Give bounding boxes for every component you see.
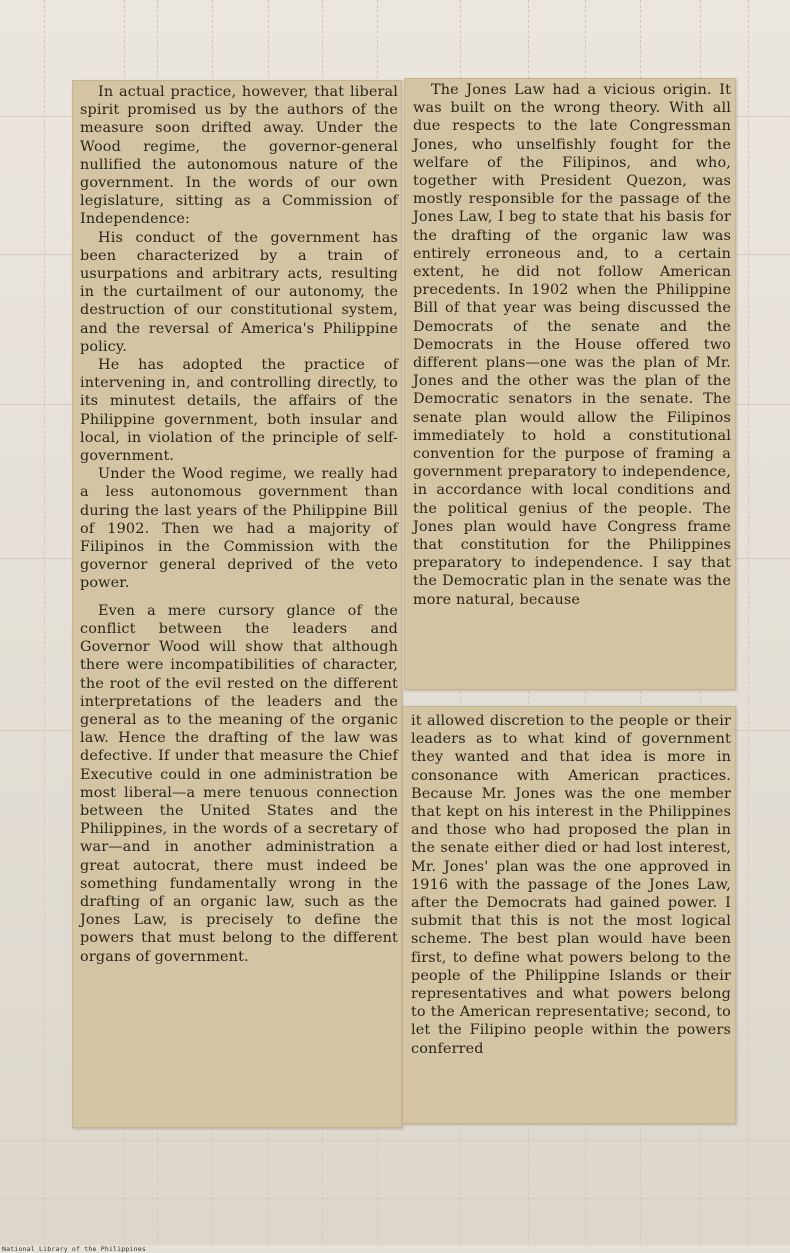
clipping-column-right-top	[404, 78, 736, 690]
grid-line	[44, 0, 45, 1245]
paragraph: The Jones Law had a vicious origin. It was built on the wrong theory. With all due respects to the late Congressman Jones, who unselfishly fought for the welfare of the Filipinos, and who, together with President Quezon, was mostly responsible for the passage of the Jones Law, I beg to state that his basis for the drafting of the organic law was entirely erroneous and, to a certain extent, he did not follow American precedents. In 1902 when the Philippine Bill of that year was being discussed the Democrats of the senate and the Democrats in the House offered two different plans—one was the plan of Mr. Jones and the other was the plan of the Democratic senators in the senate. The senate plan would allow the Filipinos immediately to hold a constitutional convention for the purpose of framing a government preparatory to independence, in accordance with local conditions and the political genius of the people. The Jones plan would have Congress frame that constitution for the Philippines preparatory to independence. I say that the Democratic plan in the senate was the more natural, because	[413, 82, 731, 608]
paragraph: His conduct of the government has been characterized by a train of usurpations and arbitrary acts, resulting in the curtailment of our autonomy, the destruction of our constitutional system, and the reversal of America's Philippine policy.	[80, 229, 398, 355]
paragraph: Even a mere cursory glance of the conflict between the leaders and Governor Wood will show that although there were incompatibilities of character, the root of the evil rested on the different interpretations of the leaders and the general as to the meaning of the organic law. Hence the drafting of the law was defective. If under that measure the Chief Executive could in one administration be most liberal—a mere tenuous connection between the United States and the Philippines, in the words of a secretary of war—and in another administration a great autocrat, there must indeed be something fundamentally wrong in the drafting of an organic law, such as the Jones Law, is precisely to define the powers that must belong to the different organs of government.	[80, 602, 398, 965]
grid-line	[0, 1140, 790, 1141]
paragraph: He has adopted the practice of intervening in, and controlling directly, to its minutest details, the affairs of the Philippine government, both insular and local, in violation of the principle of self-government.	[80, 357, 398, 465]
library-credit: National Library of the Philippines	[2, 1245, 146, 1253]
clipping-column-left	[72, 80, 402, 1128]
paragraph: Under the Wood regime, we really had a less autonomous government than during the last years of the Philippine Bill of 1902. Then we had a majority of Filipinos in the Commission with the governor general deprived of the veto power.	[80, 466, 398, 592]
grid-line	[0, 1198, 790, 1199]
clipping-column-right-bottom	[402, 706, 736, 1124]
paragraph: it allowed discretion to the people or their leaders as to what kind of government they wanted and that idea is more in consonance with American practices. Because Mr. Jones was the one member that kept on his interest in the Philippines and those who had proposed the plan in the senate either died or had lost interest, Mr. Jones' plan was the one approved in 1916 with the passage of the Jones Law, after the Democrats had gained power. I submit that this is not the most logical scheme. The best plan would have been first, to define what powers belong to the people of the Philippine Islands or their representatives and what powers belong to the American representative; second, to let the Filipino people within the powers conferred	[411, 713, 731, 1057]
grid-line	[748, 0, 749, 1245]
paragraph: In actual practice, however, that liberal spirit promised us by the authors of the measure soon drifted away. Under the Wood regime, the governor-general nullified the autonomous nature of the government. In the words of our own legislature, sitting as a Commission of Independence:	[80, 84, 398, 228]
